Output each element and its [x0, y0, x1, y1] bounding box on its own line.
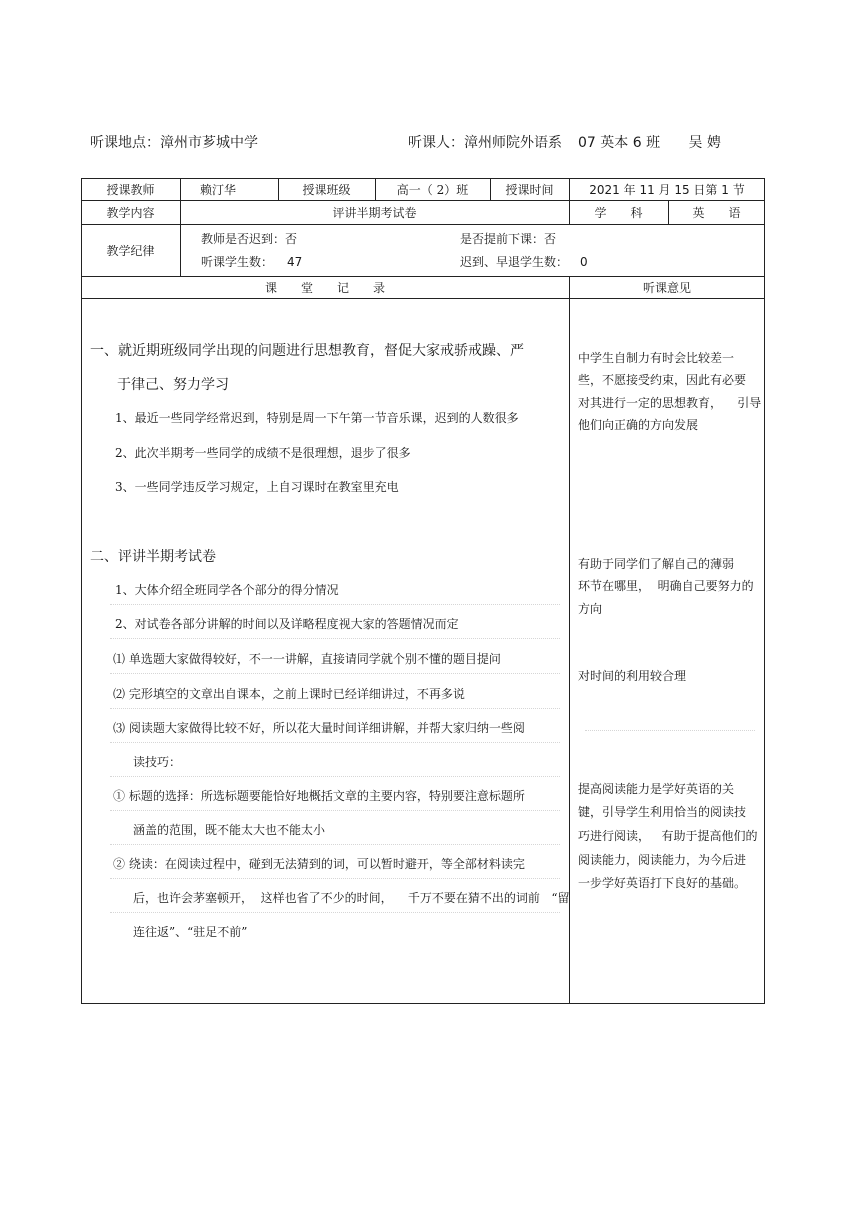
- dotted-rule: [110, 708, 560, 709]
- dotted-rule: [110, 810, 560, 811]
- section2-point3-line1: ⑶ 阅读题大家做得比较不好，所以花大量时间详细讲解，并帮大家归纳一些阅: [113, 721, 525, 735]
- location-value: 漳州市芗城中学: [160, 135, 258, 151]
- observer-label: 听课人：: [408, 135, 464, 151]
- dotted-rule: [110, 638, 560, 639]
- teacher-label: 授课教师: [106, 182, 155, 197]
- class-value: 高一（ 2）班: [396, 182, 469, 197]
- teacher-late: 教师是否迟到：否: [201, 232, 298, 246]
- dotted-rule: [110, 604, 560, 605]
- dotted-rule: [110, 776, 560, 777]
- dotted-rule: [585, 730, 755, 731]
- location-label: 听课地点：: [90, 135, 160, 151]
- opinion4-line1: 提高阅读能力是学好英语的关: [578, 782, 735, 796]
- opinion-title: 听课意见: [642, 280, 691, 295]
- tip1-line2: 涵盖的范围，既不能太大也不能太小: [133, 823, 326, 837]
- absent-count-line: [460, 253, 588, 270]
- opinion4-line4: 阅读能力，阅读能力，为今后进: [578, 853, 747, 867]
- opinion4-line3: 巧进行阅读， 有助于提高他们的: [578, 829, 758, 843]
- location-line: [90, 132, 258, 152]
- absent-value: 0: [580, 255, 588, 269]
- class-label: 授课班级: [302, 182, 351, 197]
- early-dismissal: 是否提前下课：否: [460, 232, 557, 246]
- tip2-line3: 连往返”、“驻足不前”: [133, 925, 248, 939]
- observer-value: 漳州师院外语系: [464, 135, 562, 151]
- section2-item1: 1、大体介绍全班同学各个部分的得分情况: [115, 583, 339, 597]
- section1-item3: 3、一些同学违反学习规定，上自习课时在教室里充电: [115, 480, 399, 494]
- record-title: 课 堂 记 录: [264, 280, 385, 295]
- tip1-line1: ① 标题的选择：所选标题要能恰好地概括文章的主要内容，特别要注意标题所: [113, 789, 525, 803]
- section2-item2: 2、对试卷各部分讲解的时间以及详略程度视大家的答题情况而定: [115, 617, 459, 631]
- tip2-line1: ② 绕读：在阅读过程中，碰到无法猜到的词，可以暂时避开，等全部材料读完: [113, 857, 525, 871]
- opinion4-line5: 一步学好英语打下良好的基础。: [578, 876, 747, 890]
- subject-value: 英 语: [692, 205, 741, 220]
- tip2-line2: 后，也许会茅塞顿开， 这样也省了不少的时间， 千万不要在猜不出的词前 “留: [133, 891, 570, 905]
- section2-point2: ⑵ 完形填空的文章出自课本，之前上课时已经详细讲过，不再多说: [113, 687, 465, 701]
- section1-title-line1: 一、就近期班级同学出现的问题进行思想教育，督促大家戒骄戒躁、严: [90, 343, 524, 359]
- opinion1-line3: 对其进行一定的思想教育， 引导: [578, 396, 762, 410]
- opinion1-line4: 他们向正确的方向发展: [578, 418, 699, 432]
- discipline-label: 教学纪律: [106, 243, 155, 258]
- absent-label: 迟到、早退学生数：: [460, 255, 569, 269]
- opinion4-line2: 键，引导学生利用恰当的阅读技: [578, 805, 747, 819]
- content-label: 教学内容: [106, 205, 155, 220]
- time-label: 授课时间: [505, 182, 554, 197]
- dotted-rule: [110, 912, 560, 913]
- students-count-line: [201, 253, 302, 270]
- row-divider: [81, 298, 765, 299]
- section2-point3-line2: 读技巧：: [133, 755, 182, 769]
- section1-item2: 2、此次半期考一些同学的成绩不是很理想，退步了很多: [115, 446, 411, 460]
- teacher-value: 赖汀华: [200, 182, 237, 197]
- dotted-rule: [110, 844, 560, 845]
- section2-point1: ⑴ 单选题大家做得较好，不一一讲解，直接请同学就个别不懂的题目提问: [113, 652, 501, 666]
- observer-line: [408, 132, 562, 152]
- dotted-rule: [110, 742, 560, 743]
- row-divider: [81, 224, 765, 225]
- dotted-rule: [110, 673, 560, 674]
- observer-class: 07 英本 6 班: [578, 135, 661, 151]
- observer-name: 吴 娉: [688, 135, 721, 151]
- section1-title-line2: 于律己、努力学习: [117, 377, 229, 393]
- subject-label: 学 科: [594, 205, 643, 220]
- dotted-rule: [110, 878, 560, 879]
- section1-item1: 1、最近一些同学经常迟到，特别是周一下午第一节音乐课，迟到的人数很多: [115, 411, 519, 425]
- opinion2-line2: 环节在哪里， 明确自己要努力的: [578, 579, 754, 593]
- opinion2-line1: 有助于同学们了解自己的薄弱: [578, 557, 735, 571]
- opinion1-line1: 中学生自制力有时会比较差一: [578, 351, 735, 365]
- opinion1-line2: 些，不愿接受约束，因此有必要: [578, 373, 747, 387]
- students-value: 47: [287, 255, 303, 269]
- observer-class-line: [578, 132, 721, 152]
- opinion3-line1: 对时间的利用较合理: [578, 669, 687, 683]
- section2-title: 二、评讲半期考试卷: [90, 549, 216, 565]
- opinion2-line3: 方向: [578, 602, 603, 616]
- students-label: 听课学生数：: [201, 255, 274, 269]
- content-value: 评讲半期考试卷: [332, 205, 417, 220]
- time-value: 2021 年 11 月 15 日第 1 节: [589, 182, 745, 197]
